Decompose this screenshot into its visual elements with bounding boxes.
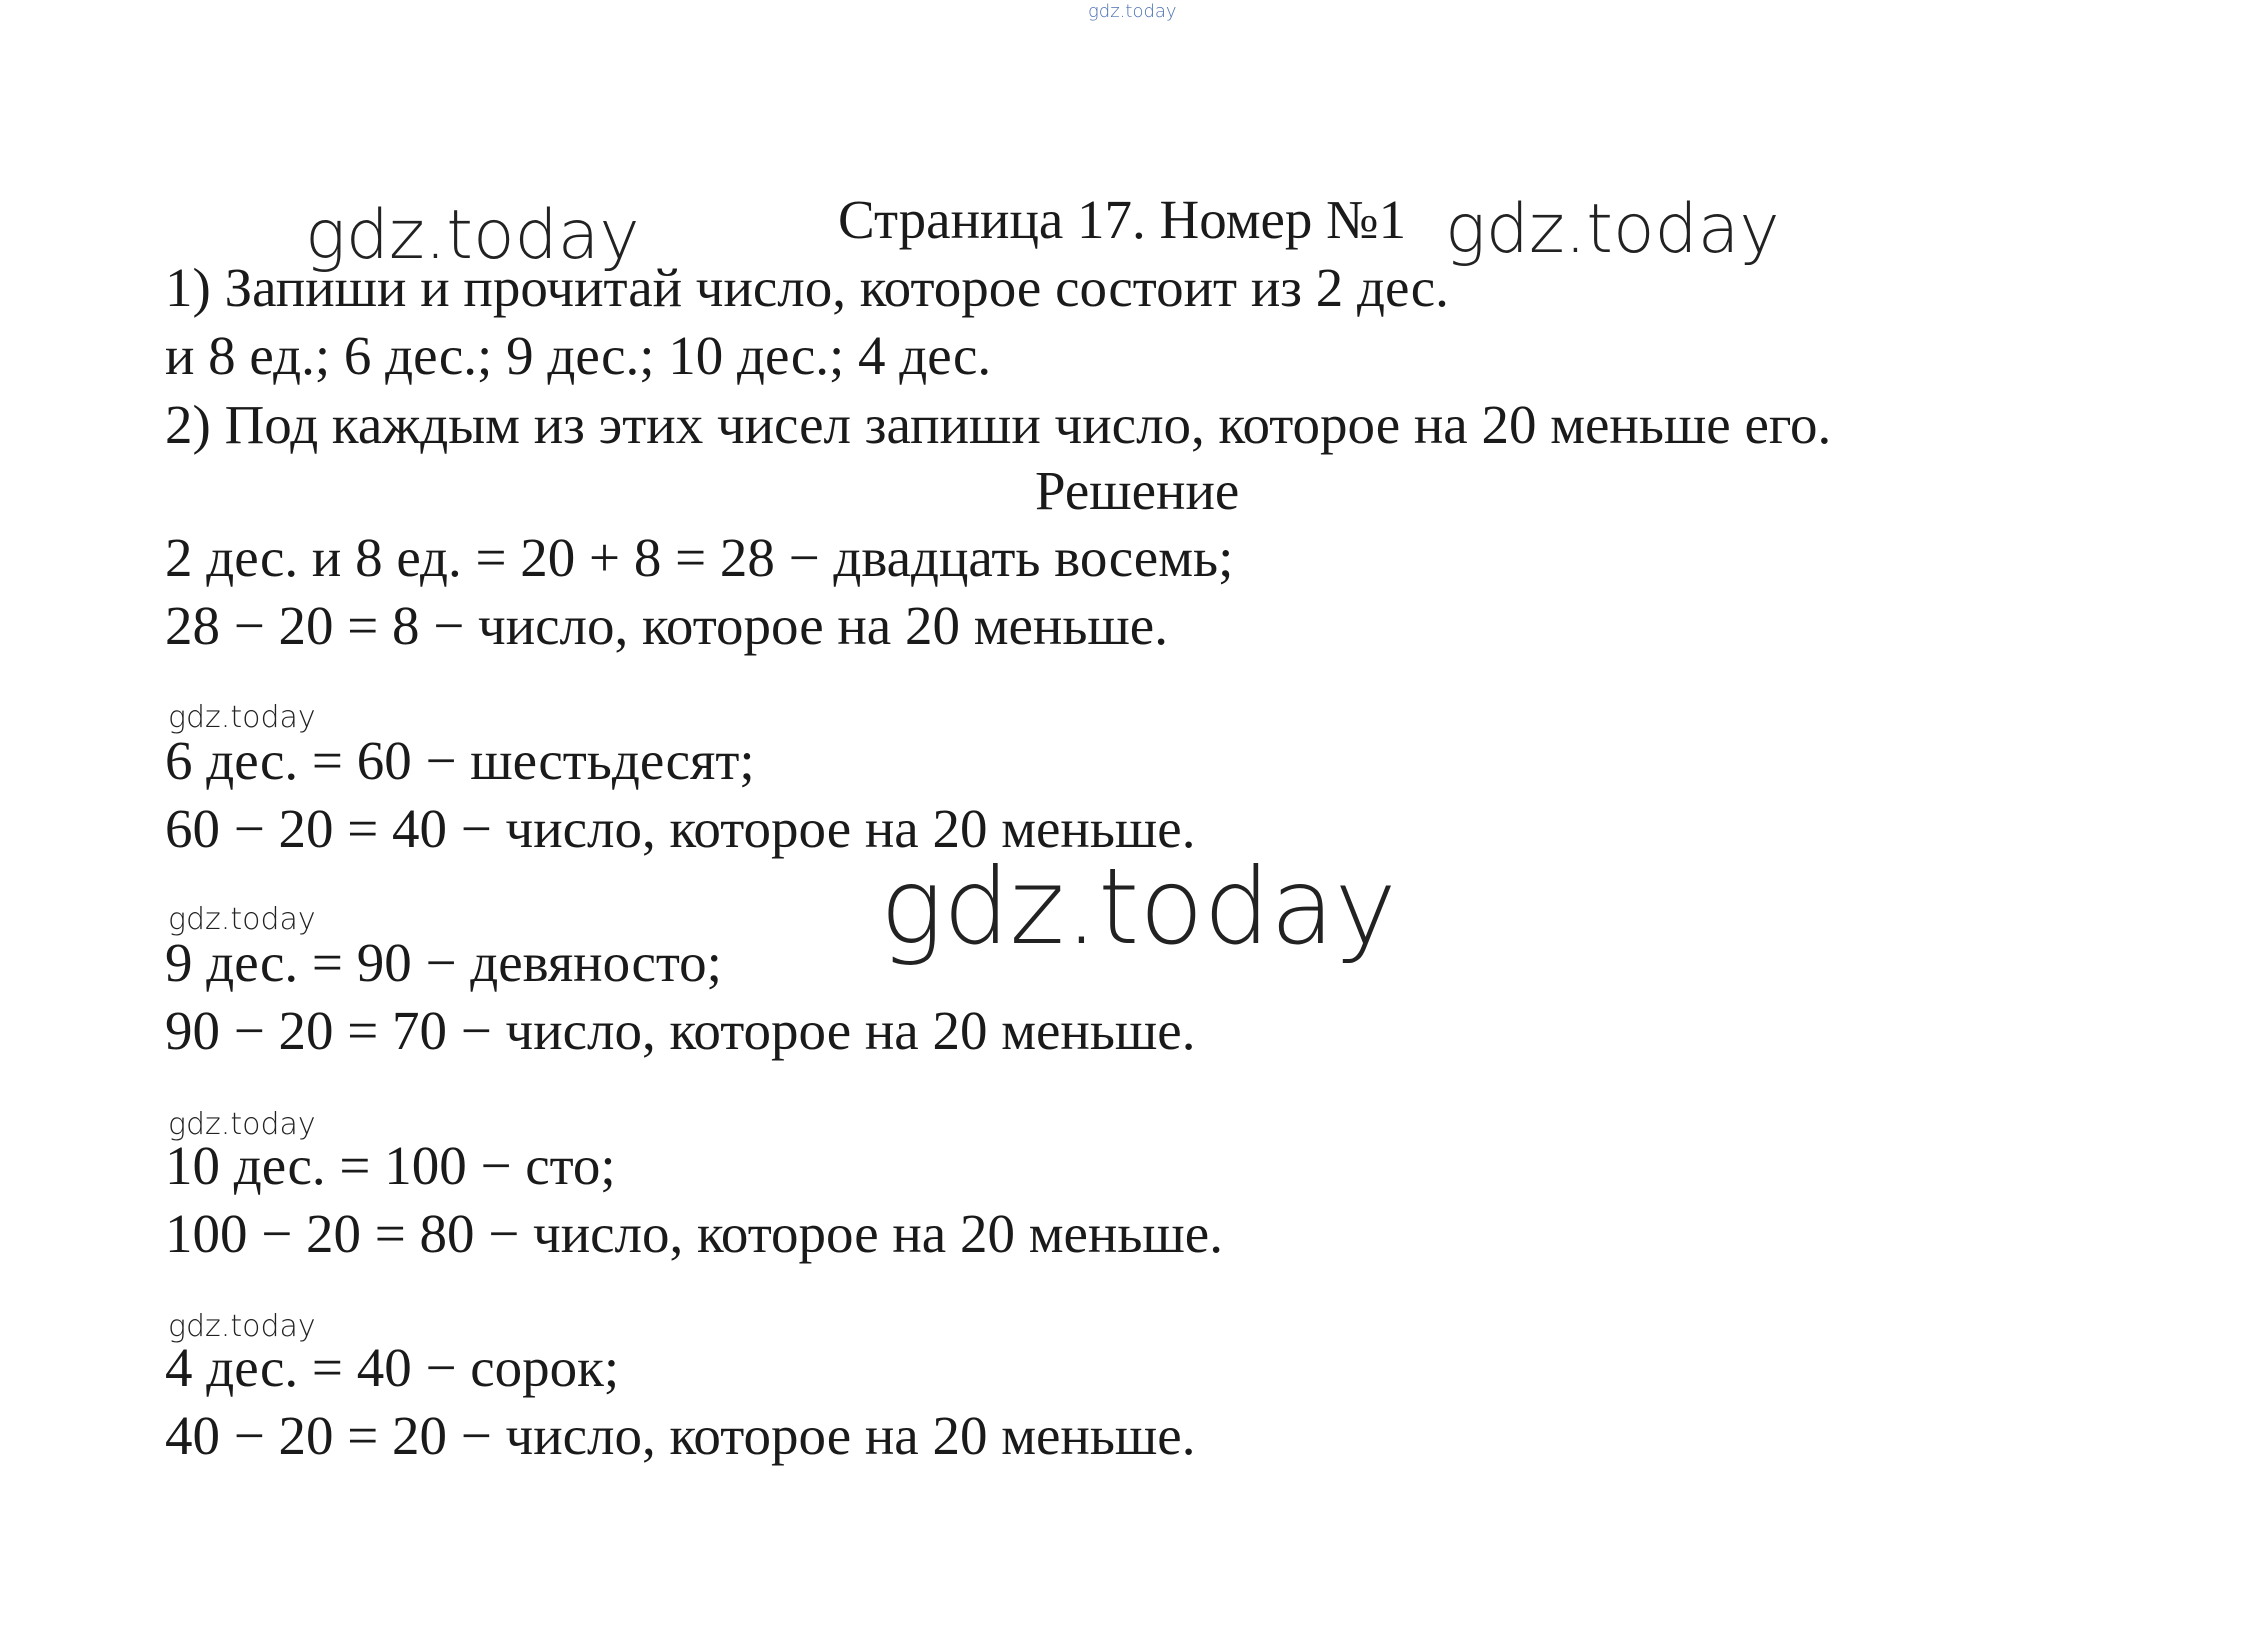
watermark-small-2: gdz.today: [168, 902, 316, 937]
solution-heading: Решение: [1035, 460, 1240, 521]
solution-1-line-2: 28 − 20 = 8 − число, которое на 20 меньше.: [165, 595, 1168, 656]
watermark-small-1: gdz.today: [168, 700, 316, 735]
solution-1-line-1: 2 дес. и 8 ед. = 20 + 8 = 28 − двадцать восемь;: [165, 527, 1234, 588]
task-line-2: и 8 ед.; 6 дес.; 9 дес.; 10 дес.; 4 дес.: [165, 325, 992, 386]
task-line-1: 1) Запиши и прочитай число, которое состоит из 2 дес.: [165, 257, 1449, 318]
task-line-3: 2) Под каждым из этих чисел запиши число, которое на 20 меньше его.: [165, 394, 1832, 455]
solution-2-line-2: 60 − 20 = 40 − число, которое на 20 меньше.: [165, 798, 1196, 859]
watermark-large-right: gdz.today: [1445, 190, 1780, 269]
watermark-small-3: gdz.today: [168, 1107, 316, 1142]
solution-5-line-1: 4 дес. = 40 − сорок;: [165, 1337, 620, 1398]
solution-4-line-1: 10 дес. = 100 − сто;: [165, 1135, 616, 1196]
watermark-top: gdz.today: [1088, 1, 1177, 22]
watermark-large-left: gdz.today: [305, 196, 640, 275]
solution-4-line-2: 100 − 20 = 80 − число, которое на 20 меньше.: [165, 1203, 1223, 1264]
solution-3-line-2: 90 − 20 = 70 − число, которое на 20 меньше.: [165, 1000, 1196, 1061]
solution-5-line-2: 40 − 20 = 20 − число, которое на 20 меньше.: [165, 1405, 1196, 1466]
watermark-small-4: gdz.today: [168, 1309, 316, 1344]
solution-2-line-1: 6 дес. = 60 − шестьдесят;: [165, 730, 755, 791]
watermark-center: gdz.today: [880, 846, 1397, 968]
solution-3-line-1: 9 дес. = 90 − девяносто;: [165, 932, 722, 993]
page-title: Страница 17. Номер №1: [838, 189, 1407, 250]
